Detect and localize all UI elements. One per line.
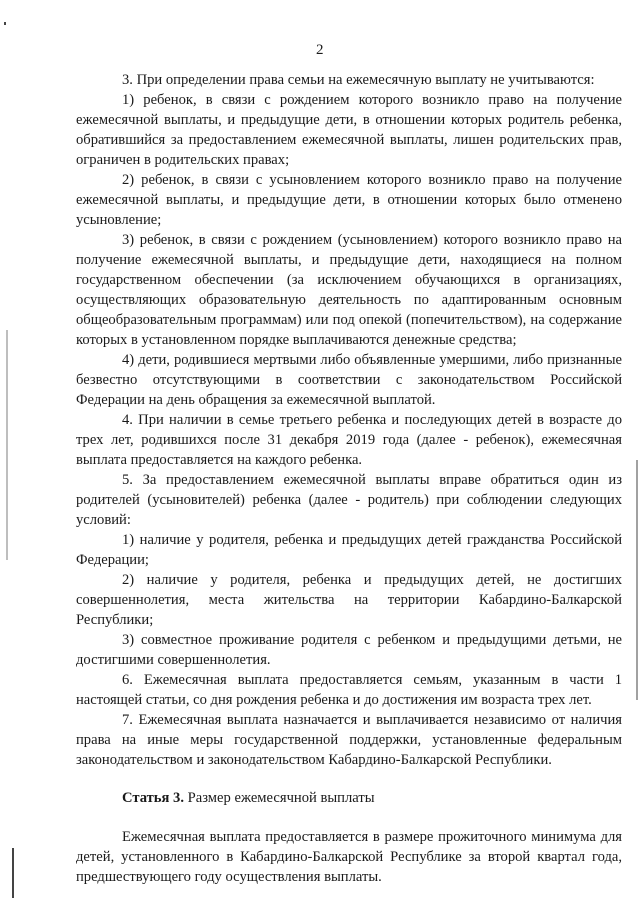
scan-mark-left-mid bbox=[6, 330, 8, 560]
paragraph-3: 3. При определении права семьи на ежемесячную выплату не учитываются: bbox=[122, 72, 595, 88]
paragraph-7: 7. Ежемесячная выплата назначается и выплачивается независимо от наличия права на иные меры государственной поддержки, установленные федеральным законодательством и законодательством Кабардино-Балкарской Республики. bbox=[76, 712, 622, 768]
article-heading bbox=[76, 788, 622, 808]
paragraph-3-item-3: 3) ребенок, в связи с рождением (усыновлением) которого возникло право на получение ежемесячной выплаты, и предыдущие дети, находящиеся на полном государственном обеспечении (за исключением обучающихся в организациях, осуществляющих образовательную деятельность по адаптированным основным общеобразовательным программам) или под опекой (попечительством), на содержание которых в установленном порядке выплачиваются денежные средства; bbox=[76, 232, 622, 348]
paragraph-3-item-1: 1) ребенок, в связи с рождением которого возникло право на получение ежемесячной выплаты, и предыдущие дети, в отношении которых родитель ребенка, обратившийся за предоставлением ежемесячной выплаты, лишен родительских прав, ограничен в родительских правах; bbox=[76, 92, 622, 168]
paragraph-5-item-1: 1) наличие у родителя, ребенка и предыдущих детей гражданства Российской Федерации; bbox=[76, 532, 622, 568]
article-3-paragraph: Ежемесячная выплата предоставляется в размере прожиточного минимума для детей, установленного в Кабардино-Балкарской Республике за второй квартал года, предшествующего году осуществления выплаты. bbox=[76, 829, 622, 885]
article-label: Статья 3. bbox=[122, 790, 184, 806]
page-number: 2 bbox=[316, 42, 324, 58]
paragraph-3-item-4: 4) дети, родившиеся мертвыми либо объявленные умершими, либо признанные безвестно отсутствующими в соответствии с законодательством Российской Федерации на день обращения за ежемесячной выплатой. bbox=[76, 352, 622, 408]
paragraph-5-item-2: 2) наличие у родителя, ребенка и предыдущих детей, не достигших совершеннолетия, места жительства на территории Кабардино-Балкарской Республики; bbox=[76, 572, 622, 628]
paragraph-4: 4. При наличии в семье третьего ребенка и последующих детей в возрасте до трех лет, родившихся после 31 декабря 2019 года (далее - ребенок), ежемесячная выплата предоставляется на каждого ребенка. bbox=[76, 412, 622, 468]
article-title: Размер ежемесячной выплаты bbox=[187, 790, 375, 806]
paragraph-6: 6. Ежемесячная выплата предоставляется семьям, указанным в части 1 настоящей статьи, со дня рождения ребенка и до достижения им возраста трех лет. bbox=[76, 672, 622, 708]
scan-mark-left-top bbox=[4, 22, 6, 25]
paragraph-5-item-3: 3) совместное проживание родителя с ребенком и предыдущими детьми, не достигшими совершеннолетия. bbox=[76, 632, 622, 668]
document-body bbox=[76, 70, 622, 887]
scan-mark-right-edge bbox=[636, 460, 638, 700]
scan-mark-left-bottom bbox=[12, 848, 14, 898]
paragraph-3-item-2: 2) ребенок, в связи с усыновлением которого возникло право на получение ежемесячной выплаты, и предыдущие дети, в отношении которых было отменено усыновление; bbox=[76, 172, 622, 228]
paragraph-5: 5. За предоставлением ежемесячной выплаты вправе обратиться один из родителей (усыновителей) ребенка (далее - родитель) при соблюдении следующих условий: bbox=[76, 472, 622, 528]
